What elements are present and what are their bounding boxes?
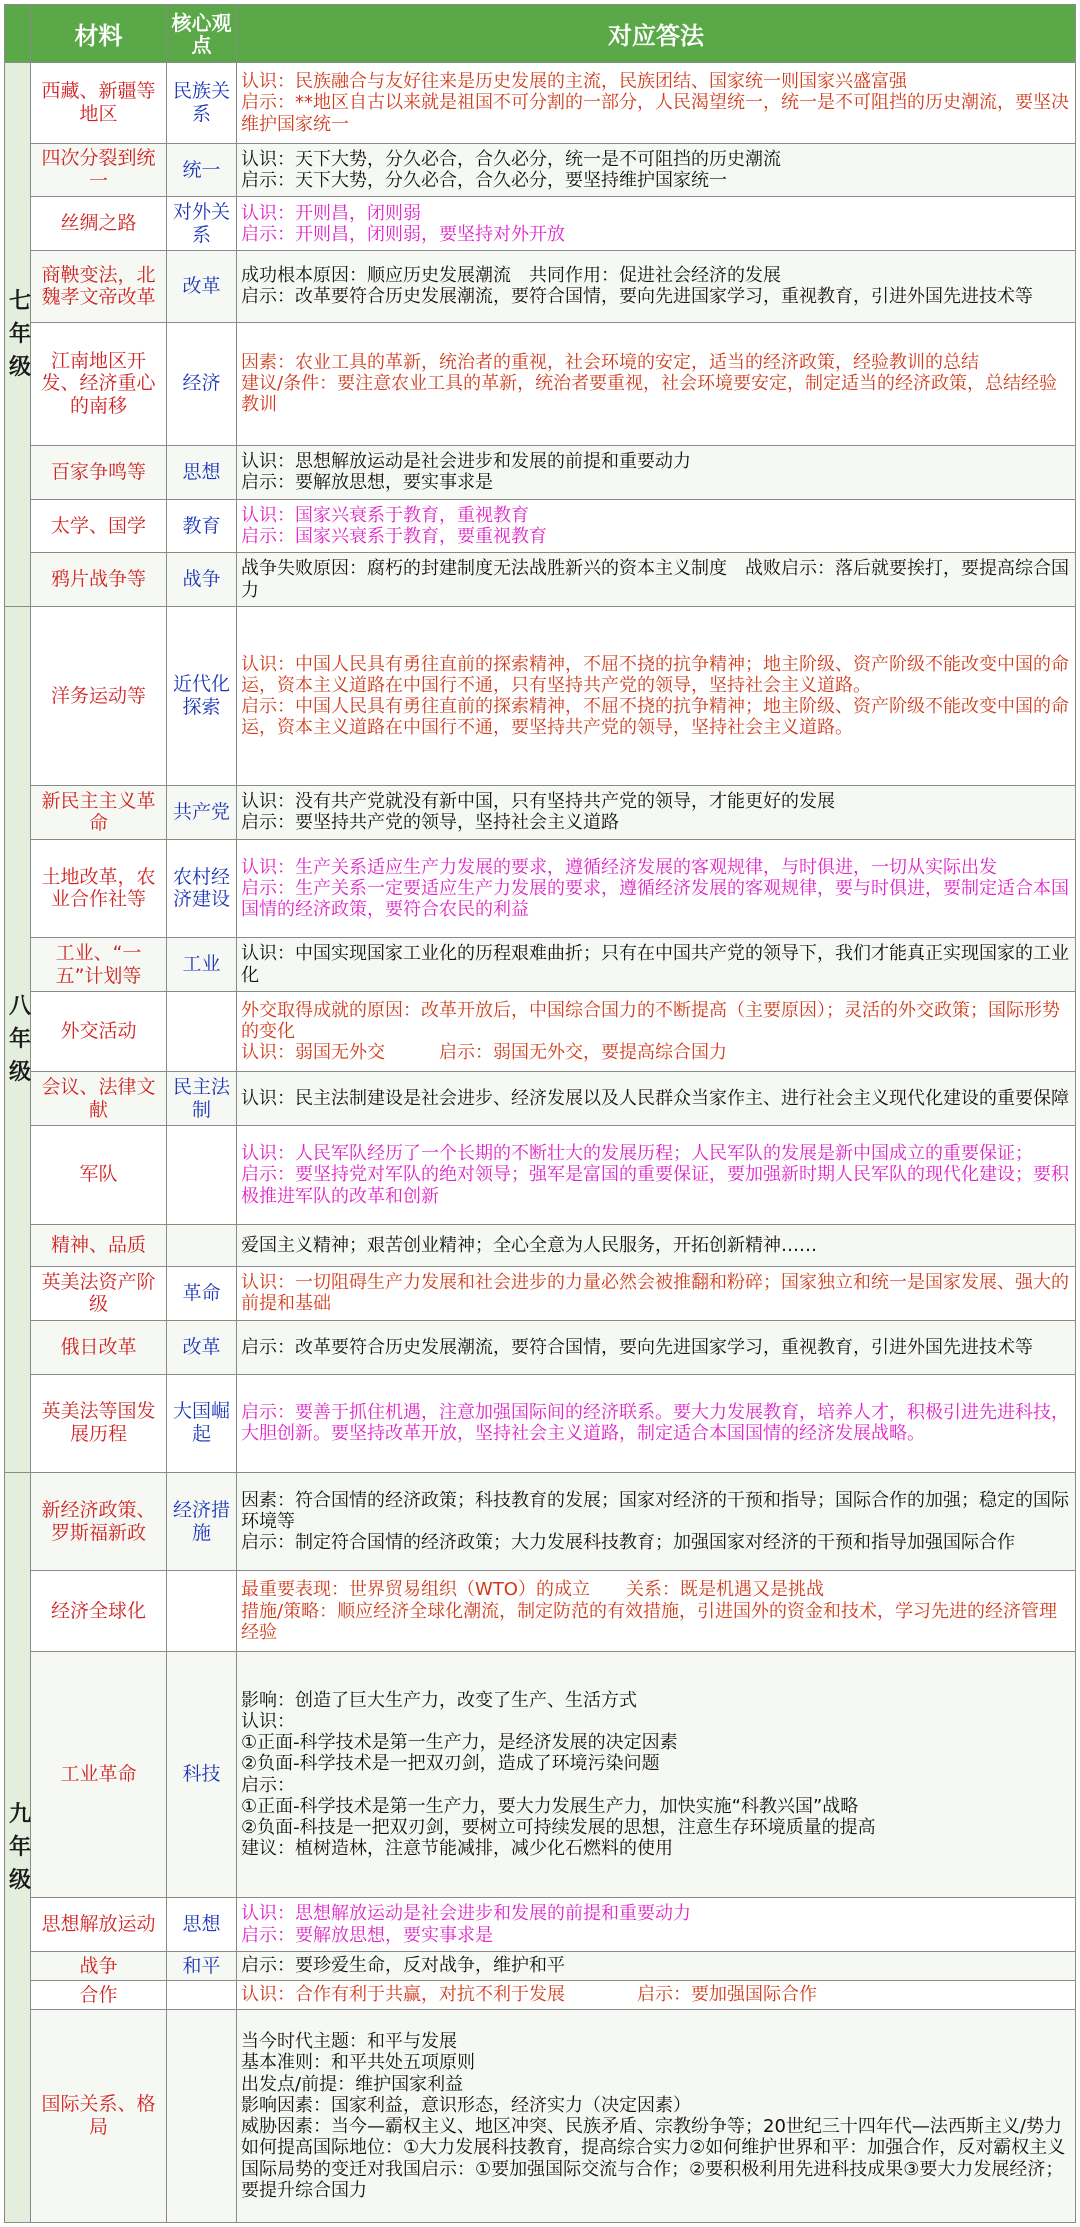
answer-cell xyxy=(237,1898,1076,1952)
answer-line: 启示：要坚持党对军队的绝对领导；强军是富国的重要保证，要加强新时期人民军队的现代化建设；要积极推进军队的改革和创新 xyxy=(241,1164,1069,1207)
material-cell: 江南地区开发、经济重心的南移 xyxy=(31,322,167,445)
material-cell: 经济全球化 xyxy=(31,1571,167,1652)
table-row xyxy=(5,1571,1076,1652)
answer-line: 认识：民主法制建设是社会进步、经济发展以及人民群众当家作主、进行社会主义现代化建设的重要保障 xyxy=(241,1088,1069,1110)
core-view-cell: 对外关系 xyxy=(167,197,237,251)
table-row xyxy=(5,322,1076,445)
answer-cell xyxy=(237,839,1076,937)
answer-cell xyxy=(237,251,1076,323)
answer-cell xyxy=(237,991,1076,1072)
answer-line: 启示：开则昌，闭则弱，要坚持对外开放 xyxy=(241,223,565,245)
table-row xyxy=(5,606,1076,785)
answer-line: 措施/策略：顺应经济全球化潮流，制定防范的有效措施，引进国外的资金和技术，学习先进的经济管理经验 xyxy=(241,1600,1058,1643)
grade-cell xyxy=(5,606,31,1472)
answer-cell xyxy=(237,553,1076,607)
table-row xyxy=(5,445,1076,499)
answer-line: 启示：改革要符合历史发展潮流，要符合国情，要向先进国家学习，重视教育，引进外国先进技术等 xyxy=(241,286,1033,308)
table-row xyxy=(5,1072,1076,1126)
material-cell: 合作 xyxy=(31,1981,167,2010)
core-view-cell xyxy=(167,1224,237,1267)
grade-label: 七年级 xyxy=(9,289,32,381)
material-cell: 丝绸之路 xyxy=(31,197,167,251)
answer-cell xyxy=(237,1652,1076,1898)
table-row xyxy=(5,786,1076,840)
answer-line: 认识：中国实现国家工业化的历程艰难曲折；只有在中国共产党的领导下，我们才能真正实现国家的工业化 xyxy=(241,943,1069,986)
answer-cell xyxy=(237,1473,1076,1571)
answer-line: 启示：要解放思想，要实事求是 xyxy=(241,1924,493,1946)
material-cell: 英美法资产阶级 xyxy=(31,1267,167,1321)
answer-cell xyxy=(237,938,1076,992)
header-core: 核心观点 xyxy=(167,5,237,63)
table-row xyxy=(5,143,1076,197)
answer-cell xyxy=(237,445,1076,499)
answer-line: 认识：开则昌，闭则弱 xyxy=(241,202,421,224)
material-cell: 英美法等国发展历程 xyxy=(31,1374,167,1472)
header-grade xyxy=(5,5,31,63)
answer-line: 影响：创造了巨大生产力，改变了生产、生活方式 xyxy=(241,1689,637,1711)
answer-line: 认识：中国人民具有勇往直前的探索精神，不屈不挠的抗争精神；地主阶级、资产阶级不能改变中国的命运，资本主义道路在中国行不通，只有坚持共产党的领导，坚持社会主义道路。 xyxy=(241,653,1069,696)
material-cell: 工业、“一五”计划等 xyxy=(31,938,167,992)
answer-line: 启示：生产关系一定要适应生产力发展的要求，遵循经济发展的客观规律，要与时俱进，要制定适合本国国情的经济政策，要符合农民的利益 xyxy=(241,877,1069,921)
answer-line: 认识： xyxy=(241,1710,295,1732)
material-cell: 鸦片战争等 xyxy=(31,553,167,607)
core-view-cell xyxy=(167,991,237,1072)
material-cell: 土地改革，农业合作社等 xyxy=(31,839,167,937)
material-cell: 百家争鸣等 xyxy=(31,445,167,499)
answer-cell xyxy=(237,1374,1076,1472)
table-row xyxy=(5,1951,1076,1980)
core-view-cell: 和平 xyxy=(167,1951,237,1980)
core-view-cell: 共产党 xyxy=(167,786,237,840)
grade-label: 八年级 xyxy=(9,993,32,1085)
table-row xyxy=(5,1267,1076,1321)
material-cell: 洋务运动等 xyxy=(31,606,167,785)
answer-cell xyxy=(237,499,1076,553)
answer-line: 启示：中国人民具有勇往直前的探索精神，不屈不挠的抗争精神；地主阶级、资产阶级不能改变中国的命运，资本主义道路在中国行不通，要坚持共产党的领导，坚持社会主义道路。 xyxy=(241,695,1069,739)
answer-cell xyxy=(237,1571,1076,1652)
table-row xyxy=(5,1320,1076,1374)
answer-line: 出发点/前提：维护国家利益 xyxy=(241,2073,464,2095)
table-row xyxy=(5,553,1076,607)
core-view-cell: 改革 xyxy=(167,251,237,323)
answer-line: 认识：思想解放运动是社会进步和发展的前提和重要动力 xyxy=(241,450,691,472)
table-row xyxy=(5,1473,1076,1571)
header-row xyxy=(5,5,1076,63)
table-row xyxy=(5,1374,1076,1472)
answer-line: 启示：**地区自古以来就是祖国不可分割的一部分，人民渴望统一，统一是不可阻挡的历史潮流，要坚决维护国家统一 xyxy=(241,92,1069,135)
table-row xyxy=(5,1652,1076,1898)
core-view-cell: 经济 xyxy=(167,322,237,445)
answer-cell xyxy=(237,1951,1076,1980)
core-view-cell: 大国崛起 xyxy=(167,1374,237,1472)
table-row xyxy=(5,1981,1076,2010)
material-cell: 外交活动 xyxy=(31,991,167,1072)
material-cell: 新经济政策、罗斯福新政 xyxy=(31,1473,167,1571)
answer-line: 成功根本原因：顺应历史发展潮流 共同作用：促进社会经济的发展 xyxy=(241,265,781,287)
table-row xyxy=(5,839,1076,937)
answer-line: 因素：农业工具的革新，统治者的重视，社会环境的安定，适当的经济政策，经验教训的总结 xyxy=(241,351,979,373)
answer-line: 因素：符合国情的经济政策；科技教育的发展；国家对经济的干预和指导；国际合作的加强；稳定的国际环境等 xyxy=(241,1489,1069,1533)
material-cell: 俄日改革 xyxy=(31,1320,167,1374)
answer-line: 如何提高国际地位：①大力发展科技教育，提高综合实力②如何维护世界和平：加强合作，反对霸权主义 xyxy=(241,2137,1066,2159)
table-row xyxy=(5,63,1076,144)
table-row xyxy=(5,1224,1076,1267)
answer-line: 启示：天下大势，分久必合，合久必分，要坚持维护国家统一 xyxy=(241,170,727,192)
answer-cell xyxy=(237,143,1076,197)
material-cell: 商鞅变法，北魏孝文帝改革 xyxy=(31,251,167,323)
answer-line: 当今时代主题：和平与发展 xyxy=(241,2031,457,2053)
answer-line: 认识：人民军队经历了一个长期的不断壮大的发展历程；人民军队的发展是新中国成立的重要保证； xyxy=(241,1143,1033,1165)
table-row xyxy=(5,251,1076,323)
grade-cell xyxy=(5,1473,31,2223)
answer-line: 认识：思想解放运动是社会进步和发展的前提和重要动力 xyxy=(241,1903,691,1925)
material-cell: 战争 xyxy=(31,1951,167,1980)
answer-cell xyxy=(237,1320,1076,1374)
grade-cell xyxy=(5,63,31,607)
material-cell: 西藏、新疆等地区 xyxy=(31,63,167,144)
material-cell: 军队 xyxy=(31,1126,167,1224)
header-material: 材料 xyxy=(31,5,167,63)
answer-line: 基本准则：和平共处五项原则 xyxy=(241,2052,475,2074)
core-view-cell: 改革 xyxy=(167,1320,237,1374)
material-cell: 工业革命 xyxy=(31,1652,167,1898)
answer-cell xyxy=(237,1126,1076,1224)
answer-line: 认识：合作有利于共赢，对抗不利于发展 启示：要加强国际合作 xyxy=(241,1984,817,2006)
answer-cell xyxy=(237,1072,1076,1126)
answer-line: 最重要表现：世界贸易组织（WTO）的成立 关系：既是机遇又是挑战 xyxy=(241,1579,824,1601)
core-view-cell: 统一 xyxy=(167,143,237,197)
core-view-cell: 战争 xyxy=(167,553,237,607)
table-row xyxy=(5,1898,1076,1952)
answer-line: 启示：要珍爱生命，反对战争，维护和平 xyxy=(241,1955,565,1977)
answer-line: 建议/条件：要注意农业工具的革新，统治者要重视，社会环境要安定，制定适当的经济政策，总结经验教训 xyxy=(241,373,1058,416)
table-row xyxy=(5,2010,1076,2223)
answer-line: 爱国主义精神；艰苦创业精神；全心全意为人民服务，开拓创新精神…… xyxy=(241,1234,817,1256)
answer-line: 认识：一切阻碍生产力发展和社会进步的力量必然会被推翻和粉碎；国家独立和统一是国家发展、强大的前提和基础 xyxy=(241,1272,1069,1315)
answer-line: 认识：弱国无外交 启示：弱国无外交，要提高综合国力 xyxy=(241,1042,727,1064)
answer-cell xyxy=(237,322,1076,445)
core-view-cell: 工业 xyxy=(167,938,237,992)
answer-cell xyxy=(237,2010,1076,2223)
table-row xyxy=(5,1126,1076,1224)
answer-line: 外交取得成就的原因：改革开放后，中国综合国力的不断提高（主要原因）；灵活的外交政策；国际形势的变化 xyxy=(241,999,1060,1043)
core-view-cell: 思想 xyxy=(167,445,237,499)
answer-cell xyxy=(237,1224,1076,1267)
core-view-cell: 教育 xyxy=(167,499,237,553)
answer-line: 建议：植树造林，注意节能减排，减少化石燃料的使用 xyxy=(241,1838,673,1860)
material-cell: 国际关系、格局 xyxy=(31,2010,167,2223)
answer-line: 启示： xyxy=(241,1774,295,1796)
grade-label: 九年级 xyxy=(9,1802,32,1893)
answer-table xyxy=(4,4,1076,2223)
core-view-cell xyxy=(167,1981,237,2010)
answer-line: 启示：国家兴衰系于教育，要重视教育 xyxy=(241,525,547,547)
core-view-cell xyxy=(167,1126,237,1224)
answer-line: ②负面-科技是一把双刃剑，要树立可持续发展的思想，注意生存环境质量的提高 xyxy=(241,1817,876,1839)
core-view-cell: 经济措施 xyxy=(167,1473,237,1571)
answer-cell xyxy=(237,1267,1076,1321)
core-view-cell: 民主法制 xyxy=(167,1072,237,1126)
answer-line: 启示：制定符合国情的经济政策；大力发展科技教育；加强国家对经济的干预和指导加强国际合作 xyxy=(241,1532,1015,1554)
core-view-cell: 革命 xyxy=(167,1267,237,1321)
material-cell: 思想解放运动 xyxy=(31,1898,167,1952)
core-view-cell xyxy=(167,1571,237,1652)
material-cell: 四次分裂到统一 xyxy=(31,143,167,197)
material-cell: 太学、国学 xyxy=(31,499,167,553)
answer-line: 启示：要善于抓住机遇，注意加强国际间的经济联系。要大力发展教育，培养人才，积极引进先进科技，大胆创新。要坚持改革开放，坚持社会主义道路，制定适合本国国情的经济发展战略。 xyxy=(241,1402,1069,1445)
answer-line: 启示：要解放思想，要实事求是 xyxy=(241,472,493,494)
core-view-cell: 近代化探索 xyxy=(167,606,237,785)
answer-line: 认识：天下大势，分久必合，合久必分，统一是不可阻挡的历史潮流 xyxy=(241,148,781,170)
header-answer: 对应答法 xyxy=(237,5,1076,63)
answer-line: 认识：生产关系适应生产力发展的要求，遵循经济发展的客观规律，与时俱进，一切从实际出发 xyxy=(241,856,997,878)
table-row xyxy=(5,938,1076,992)
core-view-cell: 农村经济建设 xyxy=(167,839,237,937)
answer-line: 认识：没有共产党就没有新中国，只有坚持共产党的领导，才能更好的发展 xyxy=(241,791,835,813)
answer-line: ①正面-科学技术是第一生产力，要大力发展生产力，加快实施“科教兴国”战略 xyxy=(241,1795,859,1817)
answer-cell xyxy=(237,786,1076,840)
answer-line: 国际局势的变迁对我国启示：①要加强国际交流与合作；②要积极利用先进科技成果③要大力发展经济；要提升综合国力 xyxy=(241,2158,1064,2201)
answer-line: 影响因素：国家利益，意识形态，经济实力（决定因素） xyxy=(241,2094,691,2116)
material-cell: 新民主主义革命 xyxy=(31,786,167,840)
answer-line: 战争失败原因：腐朽的封建制度无法战胜新兴的资本主义制度 战败启示：落后就要挨打，要提高综合国力 xyxy=(241,558,1069,601)
answer-line: 威胁因素：当今—霸权主义、地区冲突、民族矛盾、宗教纷争等；20世纪三十四年代—法西斯主义/势力 xyxy=(241,2116,1062,2138)
core-view-cell: 思想 xyxy=(167,1898,237,1952)
answer-cell xyxy=(237,606,1076,785)
answer-cell xyxy=(237,197,1076,251)
material-cell: 精神、品质 xyxy=(31,1224,167,1267)
material-cell: 会议、法律文献 xyxy=(31,1072,167,1126)
answer-line: ①正面-科学技术是第一生产力，是经济发展的决定因素 xyxy=(241,1732,678,1754)
answer-line: 认识：国家兴衰系于教育，重视教育 xyxy=(241,504,529,526)
answer-line: 启示：要坚持共产党的领导，坚持社会主义道路 xyxy=(241,812,619,834)
answer-line: ②负面-科学技术是一把双刃剑，造成了环境污染问题 xyxy=(241,1753,660,1775)
core-view-cell: 科技 xyxy=(167,1652,237,1898)
answer-cell xyxy=(237,1981,1076,2010)
table-row xyxy=(5,991,1076,1072)
table-row xyxy=(5,197,1076,251)
answer-line: 启示：改革要符合历史发展潮流，要符合国情，要向先进国家学习，重视教育，引进外国先进技术等 xyxy=(241,1336,1033,1358)
core-view-cell xyxy=(167,2010,237,2223)
core-view-cell: 民族关系 xyxy=(167,63,237,144)
answer-line: 认识：民族融合与友好往来是历史发展的主流，民族团结、国家统一则国家兴盛富强 xyxy=(241,71,907,93)
answer-cell xyxy=(237,63,1076,144)
table-row xyxy=(5,499,1076,553)
